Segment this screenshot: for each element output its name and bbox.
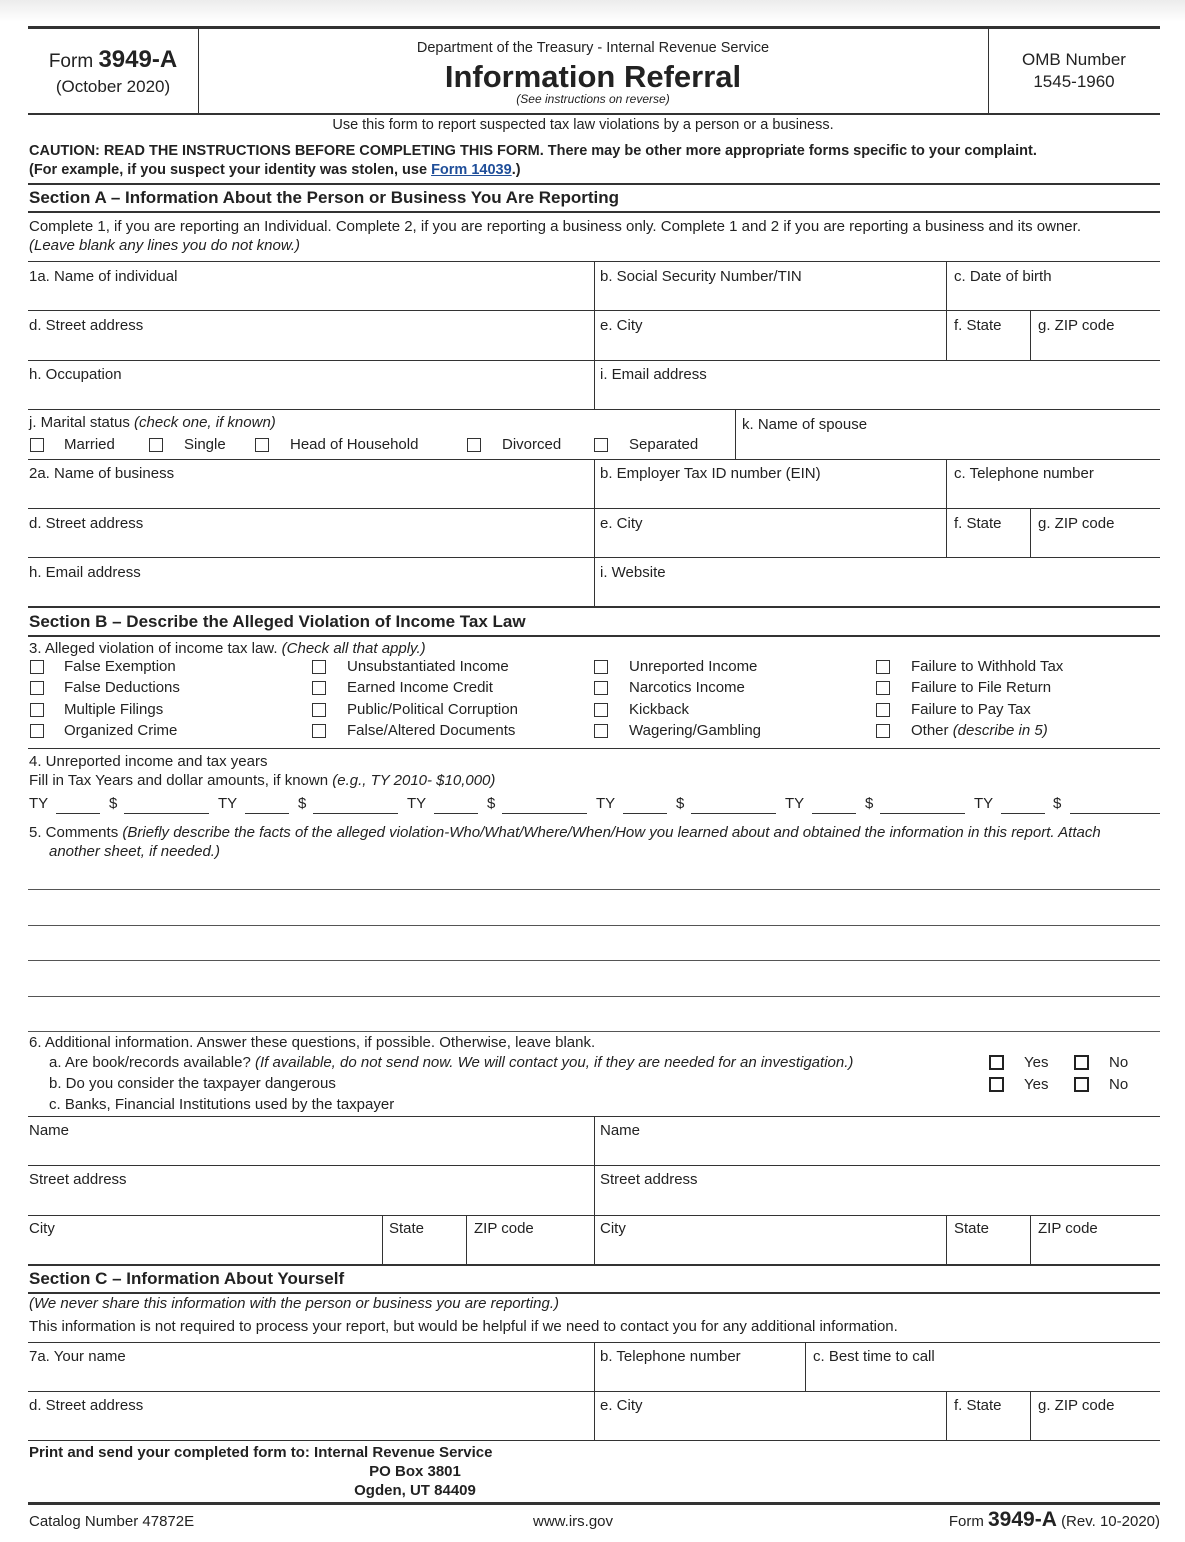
q6-label: 6. Additional information. Answer these questions, if possible. Otherwise, leave blank. — [29, 1034, 596, 1051]
mailing-line-3: Ogden, UT 84409 — [354, 1482, 476, 1499]
false-deductions-label: False Deductions — [64, 679, 180, 696]
field-7e-label: e. City — [600, 1397, 643, 1414]
unsubstantiated-income-label: Unsubstantiated Income — [347, 658, 509, 675]
dangerous-yes-label: Yes — [1024, 1076, 1049, 1093]
field-2d-input[interactable] — [28, 509, 594, 557]
field-1a-label: 1a. Name of individual — [29, 268, 178, 285]
field-1e-label: e. City — [600, 317, 643, 334]
narcotics-income-label: Narcotics Income — [629, 679, 745, 696]
multiple-filings-checkbox[interactable] — [30, 703, 44, 717]
bank1-street-label: Street address — [29, 1171, 127, 1188]
earned-income-credit-checkbox[interactable] — [312, 681, 326, 695]
website: www.irs.gov — [532, 1513, 614, 1530]
ty-input-4[interactable] — [623, 813, 667, 814]
single-checkbox[interactable] — [149, 438, 163, 452]
field-2f-label: f. State — [954, 515, 1002, 532]
field-2d-label: d. Street address — [29, 515, 144, 532]
failure-to-file-checkbox[interactable] — [876, 681, 890, 695]
unsubstantiated-income-checkbox[interactable] — [312, 660, 326, 674]
field-7d-input[interactable] — [28, 1392, 594, 1440]
section-c-note: (We never share this information with the person or business you are reporting.) — [29, 1295, 559, 1312]
field-2b-input[interactable] — [595, 460, 946, 508]
false-deductions-checkbox[interactable] — [30, 681, 44, 695]
section-a-title: Section A – Information About the Person or Business You Are Reporting — [29, 188, 620, 207]
political-corruption-checkbox[interactable] — [312, 703, 326, 717]
ty-label-6: TY — [974, 795, 994, 812]
section-a-instructions: Complete 1, if you are reporting an Individual. Complete 2, if you are reporting a business only. Complete 1 and 2 if you are reporting a business and its owner. — [29, 218, 1081, 235]
ty-label-2: TY — [218, 795, 238, 812]
example-line: (For example, if you suspect your identity was stolen, use Form 14039.) — [29, 162, 521, 178]
q5-label: 5. Comments (Briefly describe the facts of the alleged violation-Who/What/Where/When/How you learned about and obtained the information in this report. Attach — [29, 824, 1101, 841]
q4-label: 4. Unreported income and tax years — [29, 753, 268, 770]
field-7c-input[interactable] — [806, 1343, 1160, 1391]
dollar-label-6: $ — [1053, 795, 1062, 812]
head-of-household-checkbox[interactable] — [255, 438, 269, 452]
divorced-label: Divorced — [502, 436, 562, 453]
failure-to-pay-label: Failure to Pay Tax — [911, 701, 1031, 718]
failure-to-withhold-label: Failure to Withhold Tax — [911, 658, 1064, 675]
dangerous-no-label: No — [1109, 1076, 1129, 1093]
field-1f-input[interactable] — [947, 311, 1030, 360]
field-7g-label: g. ZIP code — [1038, 1397, 1115, 1414]
caution: CAUTION: READ THE INSTRUCTIONS BEFORE COMPLETING THIS FORM. There may be other more appropriate forms specific to your complaint. — [29, 143, 1037, 159]
unreported-income-label: Unreported Income — [629, 658, 758, 675]
bank2-zip-input[interactable] — [1031, 1216, 1160, 1264]
field-1c-input[interactable] — [947, 262, 1160, 310]
field-2a-label: 2a. Name of business — [29, 465, 175, 482]
bank1-state-input[interactable] — [383, 1216, 466, 1264]
head-of-household-label: Head of Household — [290, 436, 419, 453]
unreported-income-checkbox[interactable] — [594, 660, 608, 674]
field-1k-label: k. Name of spouse — [742, 416, 868, 433]
amount-input-1[interactable] — [124, 813, 209, 814]
department: Department of the Treasury - Internal Revenue Service — [416, 40, 770, 56]
wagering-gambling-label: Wagering/Gambling — [629, 722, 762, 739]
ty-input-3[interactable] — [434, 813, 478, 814]
ty-input-6[interactable] — [1001, 813, 1045, 814]
divorced-checkbox[interactable] — [467, 438, 481, 452]
field-1c-label: c. Date of birth — [954, 268, 1052, 285]
field-1j-label: j. Marital status (check one, if known) — [29, 414, 276, 431]
field-1k-input[interactable] — [736, 410, 1160, 459]
bank2-state-label: State — [954, 1220, 990, 1237]
failure-to-file-label: Failure to File Return — [911, 679, 1052, 696]
q5-note: another sheet, if needed.) — [49, 843, 220, 860]
bank1-name-label: Name — [29, 1122, 70, 1139]
failure-to-pay-checkbox[interactable] — [876, 703, 890, 717]
false-exemption-checkbox[interactable] — [30, 660, 44, 674]
section-a-note: (Leave blank any lines you do not know.) — [29, 237, 301, 254]
ty-input-1[interactable] — [56, 813, 100, 814]
section-c-title: Section C – Information About Yourself — [29, 1269, 345, 1288]
q3-label: 3. Alleged violation of income tax law. (Check all that apply.) — [29, 640, 426, 657]
field-2c-input[interactable] — [947, 460, 1160, 508]
field-1h-input[interactable] — [28, 361, 594, 409]
bank2-street-input[interactable] — [595, 1166, 1160, 1215]
field-1e-input[interactable] — [595, 311, 946, 360]
bank1-zip-label: ZIP code — [474, 1220, 534, 1237]
footer-form-id: Form 3949-A (Rev. 10-2020) — [948, 1508, 1160, 1531]
field-7f-label: f. State — [954, 1397, 1002, 1414]
separated-checkbox[interactable] — [594, 438, 608, 452]
earned-income-credit-label: Earned Income Credit — [347, 679, 493, 696]
field-1i-input[interactable] — [595, 361, 1160, 409]
married-checkbox[interactable] — [30, 438, 44, 452]
dollar-label-5: $ — [865, 795, 874, 812]
bank2-name-input[interactable] — [595, 1117, 1160, 1165]
records-yes-label: Yes — [1024, 1054, 1049, 1071]
records-yes-checkbox[interactable] — [989, 1055, 1004, 1070]
field-7b-input[interactable] — [595, 1343, 805, 1391]
top-shade — [0, 0, 1185, 22]
field-1a-input[interactable] — [28, 262, 594, 310]
political-corruption-label: Public/Political Corruption — [347, 701, 518, 718]
ty-label-3: TY — [407, 795, 427, 812]
single-label: Single — [184, 436, 226, 453]
section-b-title: Section B – Describe the Alleged Violation of Income Tax Law — [29, 612, 526, 631]
field-2i-label: i. Website — [600, 564, 666, 581]
field-7b-label: b. Telephone number — [600, 1348, 741, 1365]
field-1i-label: i. Email address — [600, 366, 707, 383]
form-14039-link[interactable]: Form 14039 — [431, 162, 512, 178]
field-2e-input[interactable] — [595, 509, 946, 557]
bank2-city-label: City — [600, 1220, 626, 1237]
q6b-label: b. Do you consider the taxpayer dangerous — [49, 1075, 336, 1092]
field-2f-input[interactable] — [947, 509, 1030, 557]
field-1h-label: h. Occupation — [29, 366, 122, 383]
field-7e-input[interactable] — [595, 1392, 946, 1440]
records-no-label: No — [1109, 1054, 1129, 1071]
bank2-name-label: Name — [600, 1122, 641, 1139]
field-2b-label: b. Employer Tax ID number (EIN) — [600, 465, 821, 482]
failure-to-withhold-checkbox[interactable] — [876, 660, 890, 674]
records-no-checkbox[interactable] — [1074, 1055, 1089, 1070]
ty-input-2[interactable] — [245, 813, 289, 814]
omb-number: 1545-1960 — [1033, 72, 1115, 91]
dollar-label-4: $ — [676, 795, 685, 812]
page-title: Information Referral — [444, 59, 742, 94]
field-2g-label: g. ZIP code — [1038, 515, 1115, 532]
field-7a-input[interactable] — [28, 1343, 594, 1391]
ty-input-5[interactable] — [812, 813, 856, 814]
field-2e-label: e. City — [600, 515, 643, 532]
field-2g-input[interactable] — [1031, 509, 1160, 557]
form-date: (October 2020) — [55, 77, 171, 96]
field-1g-input[interactable] — [1031, 311, 1160, 360]
field-7c-label: c. Best time to call — [813, 1348, 935, 1365]
use-line: Use this form to report suspected tax law violations by a person or a business. — [332, 117, 834, 133]
q6a-label: a. Are book/records available? (If available, do not send now. We will contact you, if they are needed for an investigation.) — [49, 1054, 854, 1071]
field-1b-label: b. Social Security Number/TIN — [600, 268, 802, 285]
married-label: Married — [64, 436, 115, 453]
field-2i-input[interactable] — [595, 558, 1160, 606]
catalog-number: Catalog Number 47872E — [29, 1513, 195, 1530]
comments-area[interactable] — [28, 866, 1160, 1031]
field-1f-label: f. State — [954, 317, 1002, 334]
field-7d-label: d. Street address — [29, 1397, 144, 1414]
form-number: 3949-A — [98, 46, 178, 73]
organized-crime-checkbox[interactable] — [30, 724, 44, 738]
bank2-street-label: Street address — [600, 1171, 698, 1188]
section-c-info: This information is not required to process your report, but would be helpful if we need to contact you for any additional information. — [29, 1318, 898, 1335]
field-2h-label: h. Email address — [29, 564, 141, 581]
ty-label-1: TY — [29, 795, 49, 812]
footer-rule — [28, 1502, 1160, 1505]
bank2-zip-label: ZIP code — [1038, 1220, 1098, 1237]
amount-input-6[interactable] — [1070, 813, 1160, 814]
field-1d-label: d. Street address — [29, 317, 144, 334]
amount-input-3[interactable] — [502, 813, 587, 814]
amount-input-4[interactable] — [691, 813, 776, 814]
bank1-city-input[interactable] — [28, 1216, 382, 1264]
form-3949a — [28, 26, 1160, 1536]
field-1b-input[interactable] — [595, 262, 946, 310]
amount-input-2[interactable] — [313, 813, 398, 814]
q6c-label: c. Banks, Financial Institutions used by the taxpayer — [49, 1096, 395, 1113]
omb-label: OMB Number — [1022, 50, 1126, 69]
dangerous-no-checkbox[interactable] — [1074, 1077, 1089, 1092]
bank1-city-label: City — [29, 1220, 55, 1237]
field-1g-label: g. ZIP code — [1038, 317, 1115, 334]
other-violation-checkbox[interactable] — [876, 724, 890, 738]
mailing-line-1: Print and send your completed form to: Internal Revenue Service — [29, 1444, 493, 1461]
kickback-checkbox[interactable] — [594, 703, 608, 717]
q4-fill-label: Fill in Tax Years and dollar amounts, if known (e.g., TY 2010- $10,000) — [29, 772, 496, 789]
subtitle: (See instructions on reverse) — [516, 92, 670, 106]
bank1-name-input[interactable] — [28, 1117, 594, 1165]
other-violation-label: Other (describe in 5) — [911, 722, 1048, 739]
multiple-filings-label: Multiple Filings — [64, 701, 164, 718]
dollar-label-3: $ — [487, 795, 496, 812]
bank2-state-input[interactable] — [947, 1216, 1030, 1264]
altered-documents-checkbox[interactable] — [312, 724, 326, 738]
ty-label-5: TY — [785, 795, 805, 812]
dangerous-yes-checkbox[interactable] — [989, 1077, 1004, 1092]
bank1-state-label: State — [389, 1220, 425, 1237]
form-id: Form 3949-A — [48, 46, 178, 73]
bank1-street-input[interactable] — [28, 1166, 594, 1215]
wagering-gambling-checkbox[interactable] — [594, 724, 608, 738]
field-1d-input[interactable] — [28, 311, 594, 360]
bank1-zip-input[interactable] — [467, 1216, 594, 1264]
amount-input-5[interactable] — [880, 813, 965, 814]
separated-label: Separated — [629, 436, 699, 453]
field-7f-input[interactable] — [947, 1392, 1030, 1440]
kickback-label: Kickback — [629, 701, 690, 718]
altered-documents-label: False/Altered Documents — [347, 722, 516, 739]
field-7g-input[interactable] — [1031, 1392, 1160, 1440]
bank2-city-input[interactable] — [595, 1216, 946, 1264]
dollar-label-2: $ — [298, 795, 307, 812]
ty-label-4: TY — [596, 795, 616, 812]
false-exemption-label: False Exemption — [64, 658, 176, 675]
field-7a-label: 7a. Your name — [29, 1348, 126, 1365]
organized-crime-label: Organized Crime — [64, 722, 178, 739]
mailing-line-2: PO Box 3801 — [369, 1463, 461, 1480]
dollar-label-1: $ — [109, 795, 118, 812]
field-2h-input[interactable] — [28, 558, 594, 606]
field-2c-label: c. Telephone number — [954, 465, 1094, 482]
field-2a-input[interactable] — [28, 460, 594, 508]
narcotics-income-checkbox[interactable] — [594, 681, 608, 695]
